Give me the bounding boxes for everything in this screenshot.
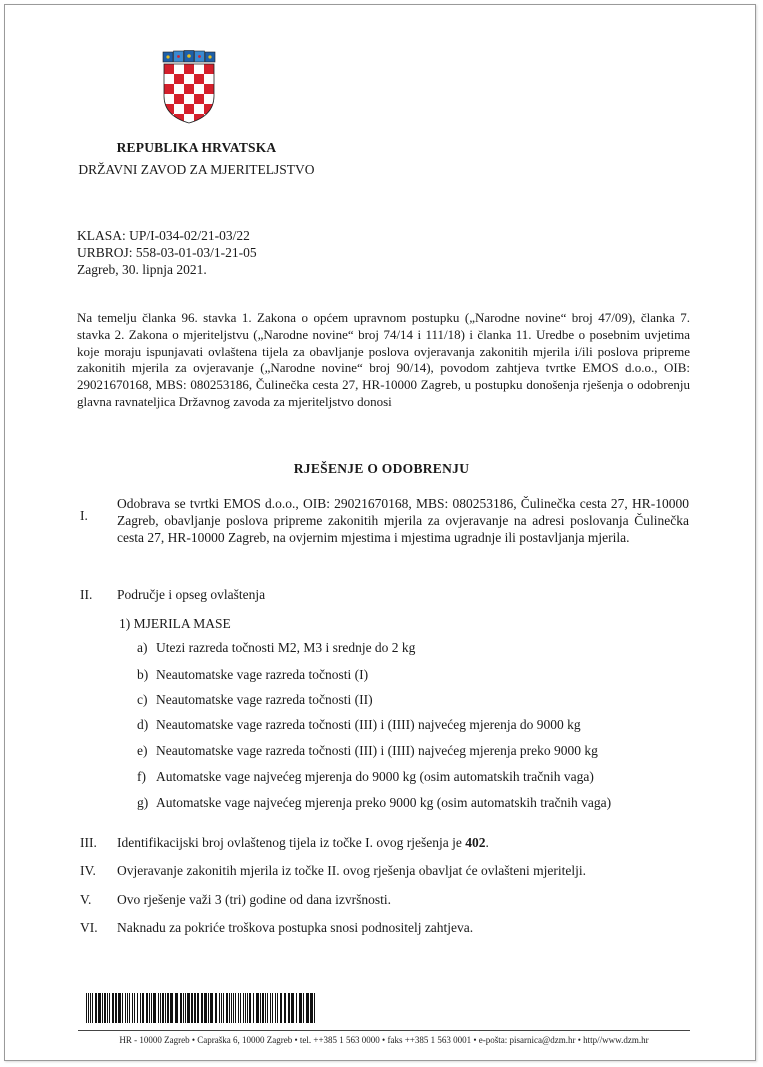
scope-entry (137, 667, 368, 683)
item-text (117, 835, 489, 851)
scope-entry (137, 717, 581, 733)
scope-entry-letter: b) (137, 667, 149, 682)
intro-paragraph: Na temelju članka 96. stavka 1. Zakona o općem upravnom postupku („Narodne novine“ broj 47/09), članka 7. stavka 2. Zakona o mjeriteljstvu („Narodne novine“ broj 74/14 i 111/18) i članka 11. Uredbe o posebnim uvjetima koje moraju ispunjavati ovlaštena tijela za obavljanje poslova ovjeravanja zakonitih mjerila i/ili poslova pripreme zakonitih mjerila za ovjeravanje („Narodne novine“ broj 90/14), povodom zahtjeva tvrtke EMOS d.o.o., OIB: 29021670168, MBS: 080253186, Čulinečka cesta 27, HR-10000 Zagreb, u postupku donošenja rješenja o odobrenju glavna ravnateljica Državnog zavoda za mjeriteljstvo donosi (77, 310, 690, 409)
header-institution: DRŽAVNI ZAVOD ZA MJERITELJSTVO (78, 162, 315, 177)
scope-entry (137, 795, 611, 811)
footer-contact: HR - 10000 Zagreb • Capraška 6, 10000 Zagreb • tel. ++385 1 563 0000 • faks ++385 1 563 0001 • e-pošta: pisarnica@dzm.hr • http//www.dzm.hr (119, 1035, 649, 1045)
decision-title: RJEŠENJE O ODOBRENJU (293, 461, 470, 476)
scope-entry (137, 692, 373, 708)
scope-entry (137, 640, 415, 656)
item-numeral: IV. (80, 863, 96, 878)
item-numeral: II. (80, 587, 93, 602)
scope-entry-text: Automatske vage najvećeg mjerenja do 9000 kg (osim automatskih tračnih vaga) (156, 769, 594, 784)
scope-entry-text: Neautomatske vage razreda točnosti (III) i (IIII) najvećeg mjerenja do 9000 kg (156, 717, 581, 732)
scope-entry-letter: e) (137, 743, 148, 758)
ref-klasa: KLASA: UP/I-034-02/21-03/22 (77, 228, 250, 243)
scope-entry-text: Neautomatske vage razreda točnosti (I) (156, 667, 369, 682)
croatian-coat-of-arms-icon (161, 50, 217, 124)
item-text: Ovo rješenje važi 3 (tri) godine od dana izvršnosti. (117, 892, 392, 907)
item-text: Odobrava se tvrtki EMOS d.o.o., OIB: 29021670168, MBS: 080253186, Čulinečka cesta 27, HR-10000 Zagreb, obavljanje poslova pripreme zakonitih mjerila za ovjeravanje na adresi poslovanja Čulinečka cesta 27, HR-10000 Zagreb, na ovjernim mjestima i mjestima ugradnje ili postavljanja mjerila. (117, 496, 689, 546)
scope-entry-text: Neautomatske vage razreda točnosti (II) (156, 692, 373, 707)
item-text: Ovjeravanje zakonitih mjerila iz točke II. ovog rješenja obavljat će ovlašteni mjeritelji. (117, 863, 586, 878)
footer-divider (78, 1030, 690, 1031)
scope-entry-letter: a) (137, 640, 148, 655)
item-text: Područje i opseg ovlaštenja (117, 587, 266, 602)
scope-entry-text: Automatske vage najvećeg mjerenja preko 9000 kg (osim automatskih tračnih vaga) (156, 795, 612, 810)
item-text: Naknadu za pokriće troškova postupka snosi podnositelj zahtjeva. (117, 920, 474, 935)
scope-entry-letter: f) (137, 769, 146, 784)
scope-entry (137, 743, 598, 759)
item-numeral: III. (80, 835, 97, 850)
barcode-icon (86, 993, 318, 1023)
header-country: REPUBLIKA HRVATSKA (116, 140, 277, 155)
scope-entry-text: Neautomatske vage razreda točnosti (III) i (IIII) najvećeg mjerenja preko 9000 kg (156, 743, 598, 758)
ref-urbroj: URBROJ: 558-03-01-03/1-21-05 (77, 245, 257, 260)
scope-entry-letter: g) (137, 795, 149, 810)
scope-entry-letter: c) (137, 692, 148, 707)
scope-entry-letter: d) (137, 717, 149, 732)
scope-entry-text: Utezi razreda točnosti M2, M3 i srednje do 2 kg (156, 640, 416, 655)
item-numeral: VI. (80, 920, 98, 935)
item-numeral: I. (80, 508, 88, 523)
item-text-suffix: . (485, 835, 489, 850)
item-numeral: V. (80, 892, 92, 907)
scope-heading: 1) MJERILA MASE (119, 616, 231, 631)
authority-id-number: 402 (465, 835, 486, 850)
scope-entry (137, 769, 594, 785)
item-text-main: Identifikacijski broj ovlaštenog tijela iz točke I. ovog rješenja je (117, 835, 466, 850)
ref-place-date: Zagreb, 30. lipnja 2021. (77, 262, 207, 277)
